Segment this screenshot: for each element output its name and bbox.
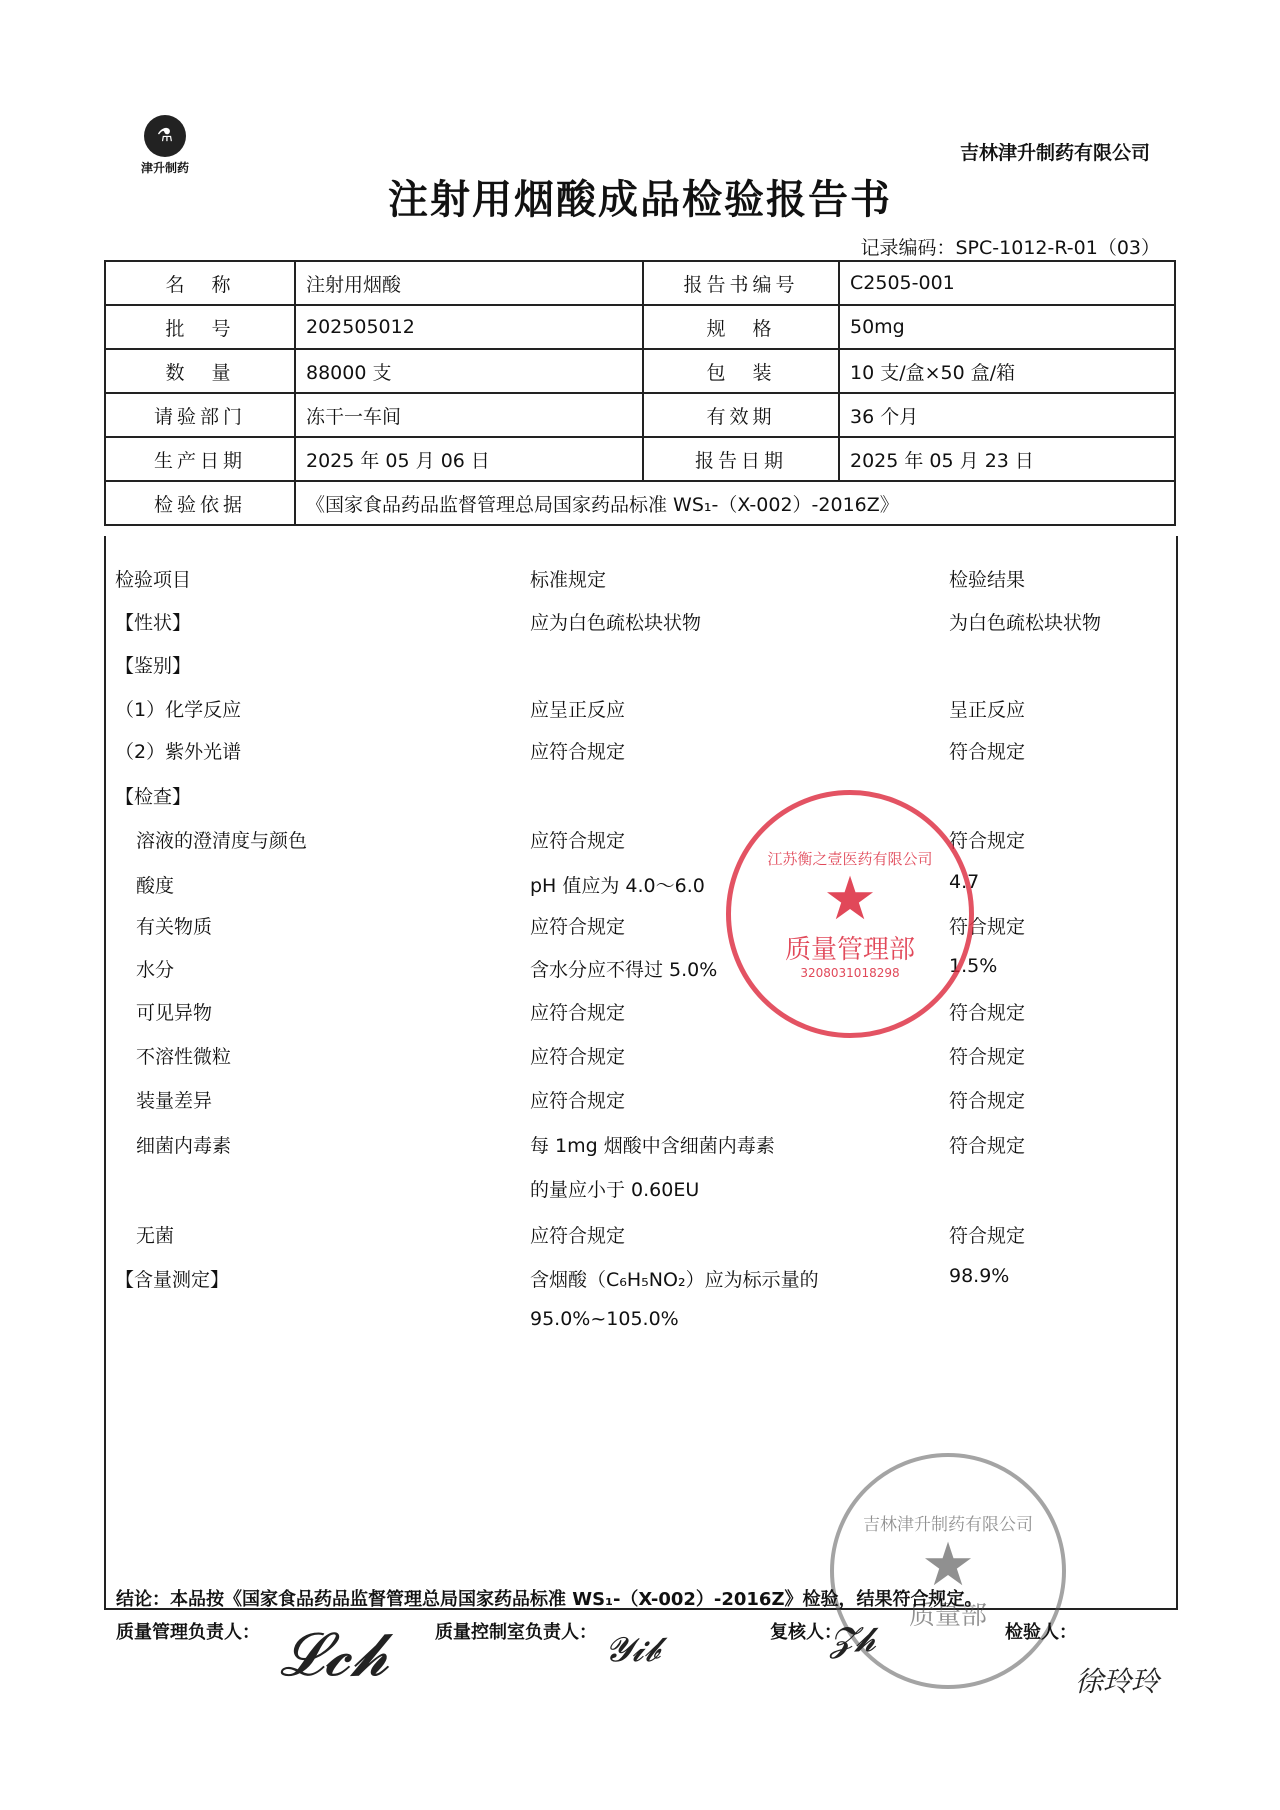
header-item: 检验项目	[115, 569, 192, 591]
basis-row	[105, 481, 1175, 525]
result-standard: 含水分应不得过 5.0%	[530, 959, 718, 981]
handwritten-signature: 𝓩𝓱	[830, 1620, 877, 1660]
result-item: （2）紫外光谱	[115, 741, 242, 763]
info-value: 2025 年 05 月 23 日	[839, 437, 1175, 481]
info-label: 包 装	[643, 349, 839, 393]
info-value: 注射用烟酸	[295, 261, 643, 305]
result-item: 【性状】	[115, 612, 192, 634]
result-result: 符合规定	[949, 1135, 1026, 1157]
result-result: 呈正反应	[949, 699, 1026, 721]
red-company-stamp	[726, 790, 974, 1038]
result-result: 符合规定	[949, 916, 1026, 938]
stamp-dept: 质量管理部	[784, 935, 915, 965]
info-label: 报告日期	[643, 437, 839, 481]
qa-manager-label: 质量管理负责人：	[116, 1622, 260, 1643]
result-standard: 应呈正反应	[530, 699, 626, 721]
result-standard: 应符合规定	[530, 1090, 626, 1112]
report-title: 注射用烟酸成品检验报告书	[388, 177, 892, 223]
result-result: 4.7	[949, 871, 980, 893]
result-standard: 应符合规定	[530, 916, 626, 938]
info-row	[105, 437, 1175, 481]
result-result: 符合规定	[949, 1002, 1026, 1024]
result-standard: 95.0%~105.0%	[530, 1308, 679, 1330]
stamp-ring-text: 江苏衡之壹医药有限公司	[767, 850, 933, 868]
info-value: 冻干一车间	[295, 393, 643, 437]
result-item: 水分	[136, 959, 175, 981]
info-row	[105, 305, 1175, 349]
result-standard: pH 值应为 4.0～6.0	[530, 875, 705, 897]
reviewer-label: 复核人：	[770, 1622, 842, 1643]
info-row	[105, 393, 1175, 437]
result-result: 符合规定	[949, 830, 1026, 852]
info-value: 88000 支	[295, 349, 643, 393]
logo-icon: ⚗	[144, 115, 186, 157]
header-result: 检验结果	[949, 569, 1026, 591]
info-label: 生产日期	[105, 437, 295, 481]
result-item: 装量差异	[136, 1090, 213, 1112]
record-code: 记录编码：SPC-1012-R-01（03）	[860, 237, 1160, 259]
result-standard: 应符合规定	[530, 741, 626, 763]
result-item: 【含量测定】	[115, 1269, 230, 1291]
result-item: 酸度	[136, 875, 175, 897]
info-row	[105, 261, 1175, 305]
conclusion: 结论：本品按《国家食品药品监督管理总局国家药品标准 WS₁-（X-002）-2016Z》检验，结果符合规定。	[116, 1589, 983, 1610]
company-name: 吉林津升制药有限公司	[959, 142, 1150, 164]
info-value: 50mg	[839, 305, 1175, 349]
result-standard: 每 1mg 烟酸中含细菌内毒素	[530, 1135, 775, 1157]
result-standard: 含烟酸（C₆H₅NO₂）应为标示量的	[530, 1269, 819, 1291]
result-item: 有关物质	[136, 916, 213, 938]
result-result: 符合规定	[949, 1225, 1026, 1247]
info-label: 有效期	[643, 393, 839, 437]
info-label: 数 量	[105, 349, 295, 393]
result-standard: 应符合规定	[530, 1225, 626, 1247]
company-logo	[130, 115, 200, 176]
logo-text: 津升制药	[140, 161, 189, 175]
stamp-dept: 质量部	[908, 1601, 987, 1631]
stamp-number: 3208031018298	[800, 966, 900, 980]
handwritten-signature: 𝓨𝓲𝓫	[605, 1630, 662, 1670]
result-item: （1）化学反应	[115, 699, 242, 721]
result-standard: 应符合规定	[530, 830, 626, 852]
result-result: 1.5%	[949, 955, 998, 977]
info-row	[105, 349, 1175, 393]
info-value: 36 个月	[839, 393, 1175, 437]
result-standard: 应符合规定	[530, 1046, 626, 1068]
info-value: 202505012	[295, 305, 643, 349]
handwritten-signature: 𝓛𝓬𝓱	[280, 1620, 390, 1690]
result-result: 98.9%	[949, 1265, 1010, 1287]
info-value: 10 支/盒×50 盒/箱	[839, 349, 1175, 393]
result-item: 细菌内毒素	[136, 1135, 232, 1157]
result-standard: 应为白色疏松块状物	[530, 612, 702, 634]
info-label: 名 称	[105, 261, 295, 305]
info-label: 请验部门	[105, 393, 295, 437]
inspector-label: 检验人：	[1005, 1622, 1077, 1643]
result-standard: 应符合规定	[530, 1002, 626, 1024]
result-result: 符合规定	[949, 741, 1026, 763]
inspector-signature: 徐玲玲	[1075, 1665, 1160, 1698]
info-value: 2025 年 05 月 06 日	[295, 437, 643, 481]
info-value: C2505-001	[839, 261, 1175, 305]
header-standard: 标准规定	[530, 569, 607, 591]
star-icon: ★	[921, 1530, 975, 1600]
stamp-ring-text: 吉林津升制药有限公司	[863, 1515, 1033, 1535]
info-label: 规 格	[643, 305, 839, 349]
result-item: 不溶性微粒	[136, 1046, 232, 1068]
result-result: 符合规定	[949, 1046, 1026, 1068]
info-label: 报告书编号	[643, 261, 839, 305]
result-standard: 的量应小于 0.60EU	[530, 1179, 700, 1201]
result-item: 【检查】	[115, 786, 192, 808]
result-result: 为白色疏松块状物	[949, 612, 1102, 634]
result-result: 符合规定	[949, 1090, 1026, 1112]
result-item: 无菌	[136, 1225, 175, 1247]
basis-label: 检验依据	[105, 481, 295, 525]
qc-manager-label: 质量控制室负责人：	[435, 1622, 597, 1643]
product-info-table	[104, 260, 1176, 526]
result-item: 【鉴别】	[115, 655, 192, 677]
star-icon: ★	[823, 864, 877, 934]
result-item: 溶液的澄清度与颜色	[136, 830, 308, 852]
basis-value: 《国家食品药品监督管理总局国家药品标准 WS₁-（X-002）-2016Z》	[295, 481, 1175, 525]
info-label: 批 号	[105, 305, 295, 349]
result-item: 可见异物	[136, 1002, 213, 1024]
